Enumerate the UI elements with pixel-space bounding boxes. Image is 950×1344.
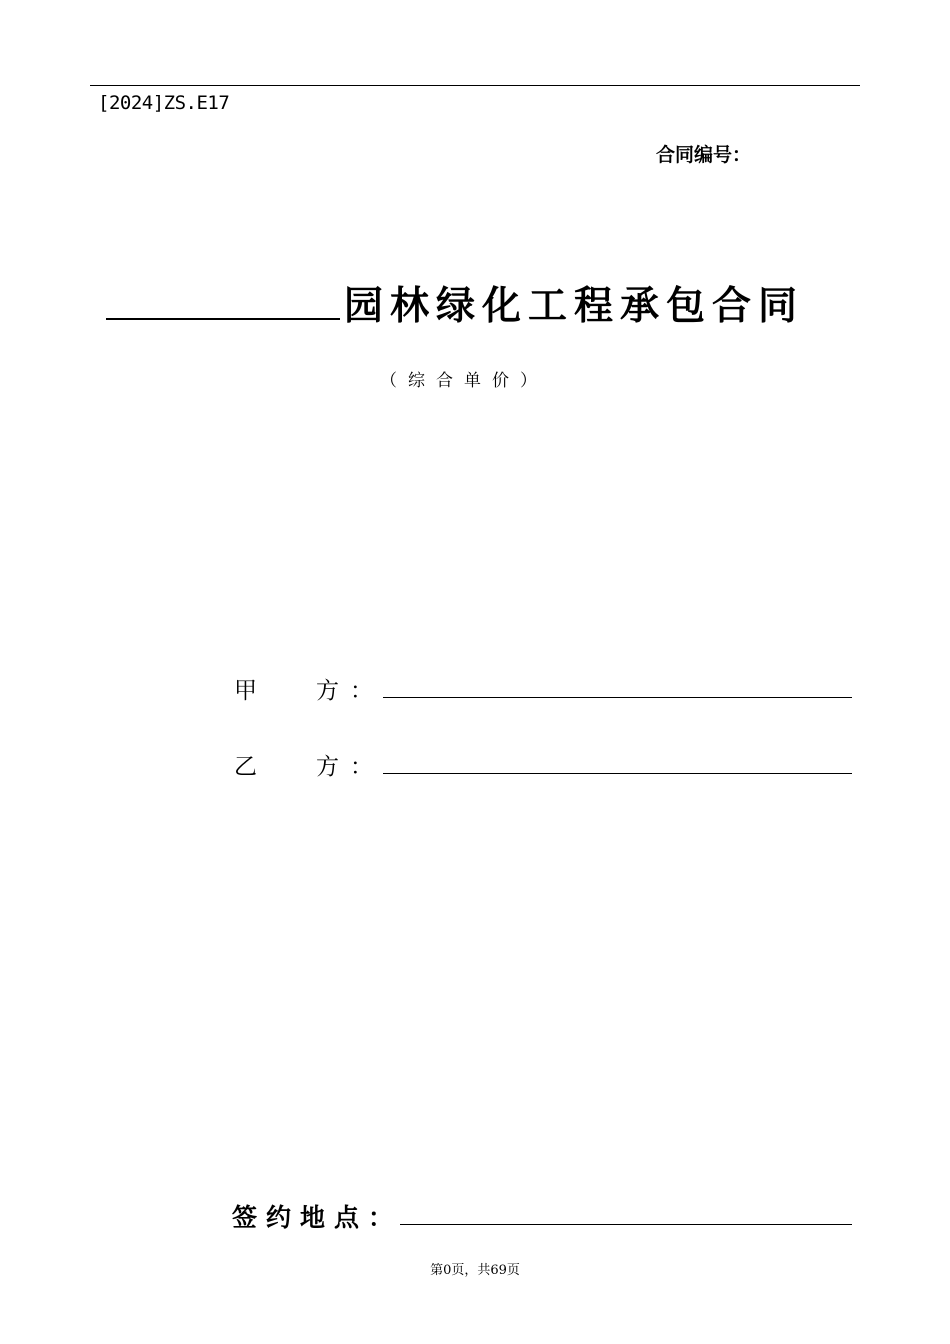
title-blank-line — [106, 318, 340, 320]
contract-number-label: 合同编号： — [656, 144, 752, 166]
party-a-label-first: 甲 — [234, 678, 257, 704]
party-b-label-second: 方 — [316, 754, 339, 780]
page-subtitle: （综合单价） — [380, 371, 548, 391]
party-b-fill-line — [383, 773, 852, 774]
document-code: [2024]ZS.E17 — [98, 92, 230, 114]
party-a-label-second: 方 — [316, 678, 339, 704]
signing-location-label: 签约地点： — [232, 1203, 403, 1232]
header-rule — [90, 85, 860, 86]
party-a-fill-line — [383, 697, 852, 698]
signing-location-fill-line — [400, 1224, 852, 1225]
page-footer: 第0页，共69页 — [430, 1263, 520, 1278]
party-b-label-first: 乙 — [234, 754, 257, 780]
page-title: 园林绿化工程承包合同 — [344, 284, 805, 329]
party-a-label-colon: ： — [350, 678, 373, 704]
party-b-label-colon: ： — [350, 754, 373, 780]
